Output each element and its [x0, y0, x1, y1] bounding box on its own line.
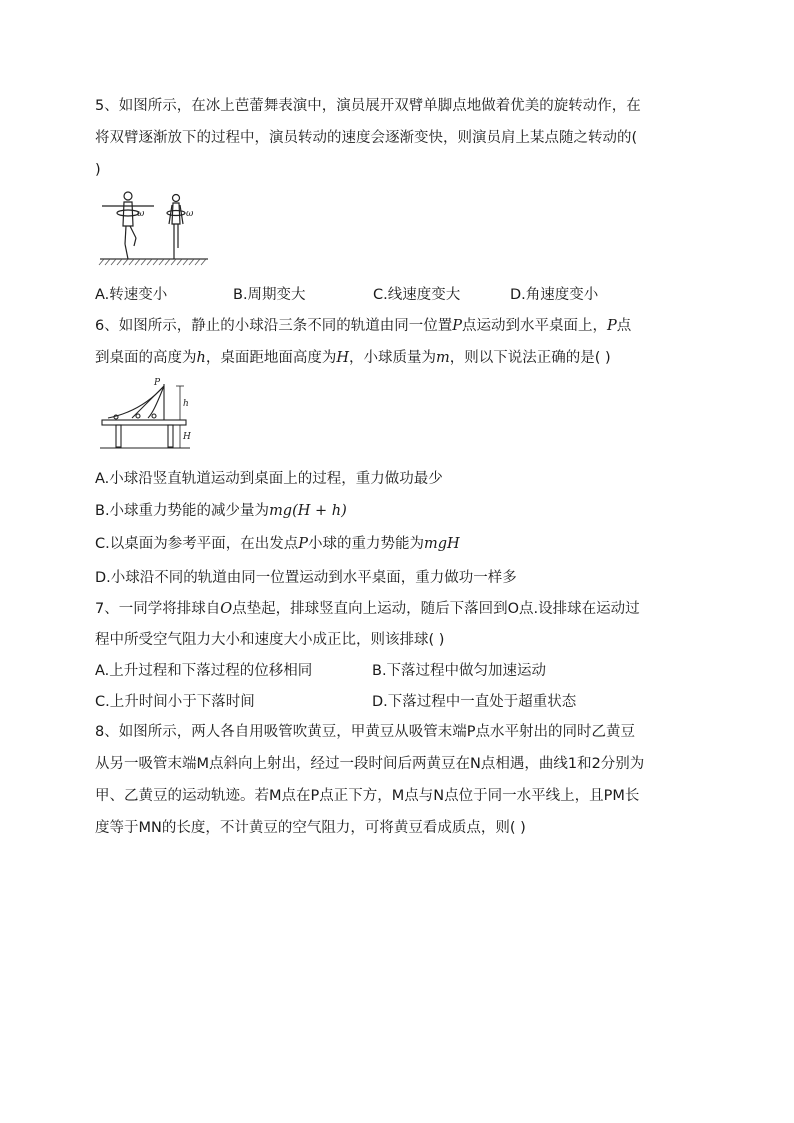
height-H-label: H [183, 432, 191, 442]
q7-line-2: 程中所受空气阻力大小和速度大小成正比，则该排球( ) [95, 632, 445, 648]
q7-option-c[interactable]: C.上升时间小于下落时间 [95, 694, 255, 710]
q5-option-b[interactable]: B.周期变大 [233, 287, 306, 303]
q6-line-1: 6、如图所示，静止的小球沿三条不同的轨道由同一位置P点运动到水平桌面上，P点 [95, 318, 632, 334]
q5-line-1: 5、如图所示，在冰上芭蕾舞表演中，演员展开双臂单脚点地做着优美的旋转动作，在 [95, 98, 641, 114]
omega-label-2: ω [186, 209, 194, 219]
omega-label-1: ω [137, 209, 145, 219]
q5-option-c[interactable]: C.线速度变大 [373, 287, 461, 303]
q7-line-1: 7、一同学将排球自O点垫起，排球竖直向上运动，随后下落回到O点.设排球在运动过 [95, 601, 640, 617]
q7-option-a[interactable]: A.上升过程和下落过程的位移相同 [95, 663, 313, 679]
height-h-label: h [183, 399, 189, 409]
q6-option-d[interactable]: D.小球沿不同的轨道由同一位置运动到水平桌面，重力做功一样多 [95, 570, 517, 586]
track-figure [98, 374, 198, 456]
q5-line-2: 将双臂逐渐放下的过程中，演员转动的速度会逐渐变快，则演员肩上某点随之转动的( [95, 130, 638, 146]
q5-option-a[interactable]: A.转速变小 [95, 287, 168, 303]
q6-option-a[interactable]: A.小球沿竖直轨道运动到桌面上的过程，重力做功最少 [95, 471, 443, 487]
point-p-label: P [154, 378, 161, 388]
q7-option-d[interactable]: D.下落过程中一直处于超重状态 [372, 694, 577, 710]
q6-option-c[interactable]: C.以桌面为参考平面，在出发点P小球的重力势能为mgH [95, 536, 460, 552]
skater-figure [96, 186, 214, 268]
q6-line-2: 到桌面的高度为h，桌面距地面高度为H，小球质量为m，则以下说法正确的是( ) [95, 350, 611, 366]
q8-line-4: 度等于MN的长度，不计黄豆的空气阻力，可将黄豆看成质点，则( ) [95, 820, 526, 836]
q5-option-d[interactable]: D.角速度变小 [510, 287, 599, 303]
q5-line-3: ) [95, 162, 101, 178]
q8-line-3: 甲、乙黄豆的运动轨迹。若M点在P点正下方，M点与N点位于同一水平线上，且PM长 [95, 788, 640, 804]
q8-line-1: 8、如图所示，两人各自用吸管吹黄豆，甲黄豆从吸管末端P点水平射出的同时乙黄豆 [95, 724, 635, 740]
q6-option-b[interactable]: B.小球重力势能的减少量为mg(H + h) [95, 503, 347, 519]
q7-option-b[interactable]: B.下落过程中做匀加速运动 [372, 663, 547, 679]
q8-line-2: 从另一吸管末端M点斜向上射出，经过一段时间后两黄豆在N点相遇，曲线1和2分别为 [95, 756, 645, 772]
